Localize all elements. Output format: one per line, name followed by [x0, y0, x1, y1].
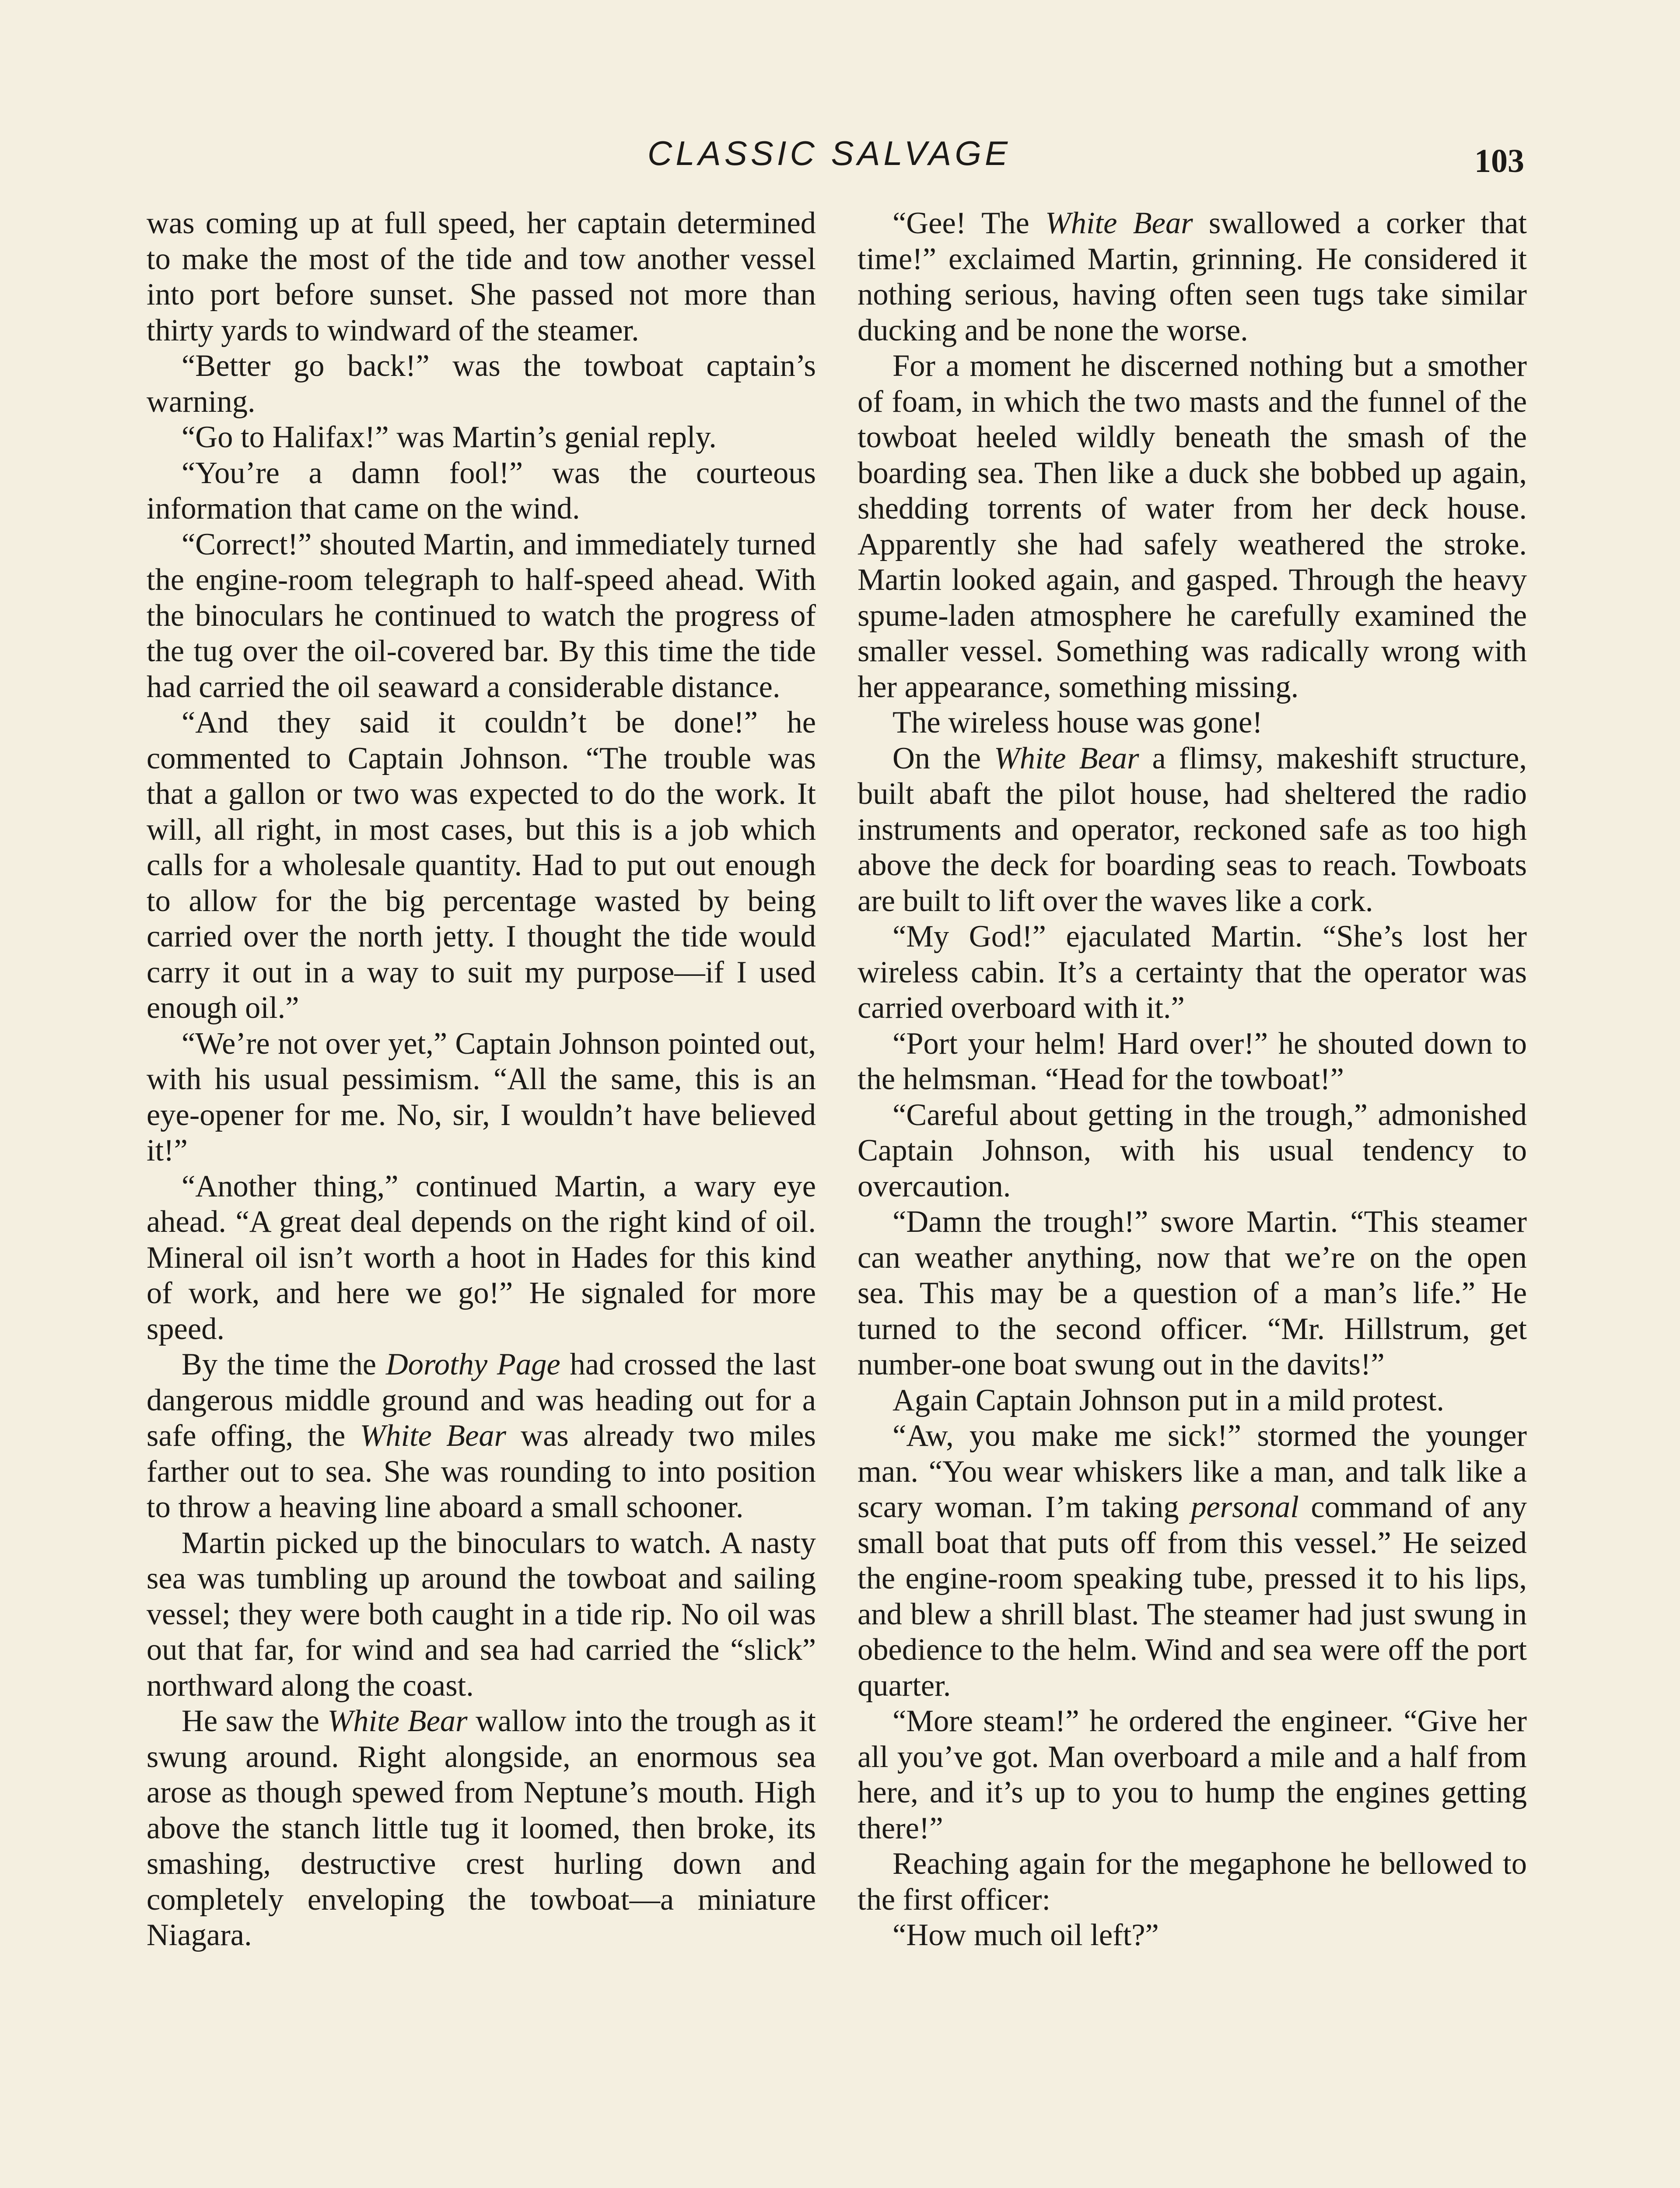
page-number: 103 — [1474, 143, 1524, 179]
right-column — [858, 206, 1527, 1953]
paragraph: He saw the White Bear wallow into the trough as it swung around. Right alongside, an enormous sea arose as though spewed from Neptune’s mouth. High above the stanch little tug it loomed, then broke, its smashing, destructive crest hurling down and completely enveloping the towboat—a miniature Niagara. — [147, 1704, 816, 1952]
paragraph: The wireless house was gone! — [892, 705, 1263, 740]
paragraph: Again Captain Johnson put in a mild protest. — [892, 1383, 1445, 1417]
paragraph: “How much oil left?” — [892, 1918, 1159, 1952]
paragraph: On the White Bear a flimsy, makeshift structure, built abaft the pilot house, had sheltered the radio instruments and operator, reckoned safe as too high above the deck for boarding seas to reach. Towboats are built to lift over the waves like a cork. — [858, 741, 1527, 918]
paragraph: “Aw, you make me sick!” stormed the younger man. “You wear whiskers like a man, and talk like a scary woman. I’m taking personal command of any small boat that puts off from this vessel.” He seized the engine-room speaking tube, pressed it to his lips, and blew a shrill blast. The steamer had just swung in obedience to the helm. Wind and sea were off the port quarter. — [858, 1419, 1527, 1703]
paragraph: “Gee! The White Bear swallowed a corker that time!” exclaimed Martin, grinning. He considered it nothing serious, having often seen tugs take similar ducking and be none the worse. — [858, 206, 1527, 347]
running-title: CLASSIC SALVAGE — [648, 134, 1012, 172]
paragraph: “Better go back!” was the towboat captain’s warning. — [147, 349, 816, 419]
paragraph: “Correct!” shouted Martin, and immediately turned the engine-room telegraph to half-speed ahead. With the binoculars he continued to watch the progress of the tug over the oil-covered bar. By this time the tide had carried the oil seaward a considerable distance. — [147, 527, 816, 704]
ship-name: White Bear — [360, 1419, 507, 1453]
paragraph: “More steam!” he ordered the engineer. “Give her all you’ve got. Man overboard a mile and a half from here, and it’s up to you to hump the engines getting there!” — [858, 1704, 1527, 1845]
paragraph: “Port your helm! Hard over!” he shouted down to the helmsman. “Head for the towboat!” — [858, 1026, 1527, 1096]
paragraph: “Careful about getting in the trough,” admonished Captain Johnson, with his usual tendency to overcaution. — [858, 1098, 1527, 1203]
paragraph: was coming up at full speed, her captain determined to make the most of the tide and tow another vessel into port before sunset. She passed not more than thirty yards to windward of the steamer. — [147, 206, 816, 347]
ship-name: White Bear — [994, 741, 1139, 775]
left-column — [147, 206, 816, 1953]
emphasis: personal — [1191, 1490, 1299, 1524]
paragraph: “My God!” ejaculated Martin. “She’s lost her wireless cabin. It’s a certainty that the operator was carried overboard with it.” — [858, 919, 1527, 1025]
paragraph: “And they said it couldn’t be done!” he commented to Captain Johnson. “The trouble was that a gallon or two was expected to do the work. It will, all right, in most cases, but this is a job which calls for a wholesale quantity. Had to put out enough to allow for the big percentage wasted by being carried over the north jetty. I thought the tide would carry it out in a way to suit my purpose—if I used enough oil.” — [147, 705, 816, 1025]
ship-name: White Bear — [327, 1704, 468, 1738]
paragraph: Reaching again for the megaphone he bellowed to the first officer: — [858, 1847, 1527, 1917]
paragraph: “We’re not over yet,” Captain Johnson pointed out, with his usual pessimism. “All the same, this is an eye-opener for me. No, sir, I wouldn’t have believed it!” — [147, 1026, 816, 1168]
ship-name: White Bear — [1045, 206, 1193, 240]
page-header — [0, 131, 1680, 179]
paragraph: Martin picked up the binoculars to watch. A nasty sea was tumbling up around the towboat and sailing vessel; they were both caught in a tide rip. No oil was out that far, for wind and sea had carried the “slick” northward along the coast. — [147, 1525, 816, 1703]
paragraph: “You’re a damn fool!” was the courteous information that came on the wind. — [147, 456, 816, 526]
paragraph: By the time the Dorothy Page had crossed the last dangerous middle ground and was heading out for a safe offing, the White Bear was already two miles farther out to sea. She was rounding to into position to throw a heaving line aboard a small schooner. — [147, 1347, 816, 1524]
paragraph: “Damn the trough!” swore Martin. “This steamer can weather anything, now that we’re on the open sea. This may be a question of a man’s life.” He turned to the second officer. “Mr. Hillstrum, get number-one boat swung out in the davits!” — [858, 1205, 1527, 1382]
paragraph: “Another thing,” continued Martin, a wary eye ahead. “A great deal depends on the right kind of oil. Mineral oil isn’t worth a hoot in Hades for this kind of work, and here we go!” He signaled for more speed. — [147, 1169, 816, 1346]
paragraph: “Go to Halifax!” was Martin’s genial reply. — [182, 420, 717, 454]
paragraph: For a moment he discerned nothing but a smother of foam, in which the two masts and the funnel of the towboat heeled wildly beneath the smash of the boarding sea. Then like a duck she bobbed up again, shedding torrents of water from her deck house. Apparently she had safely weathered the stroke. Martin looked again, and gasped. Through the heavy spume-laden atmosphere he carefully examined the smaller vessel. Something was radically wrong with her appearance, something missing. — [858, 349, 1527, 704]
ship-name: Dorothy Page — [385, 1347, 560, 1382]
